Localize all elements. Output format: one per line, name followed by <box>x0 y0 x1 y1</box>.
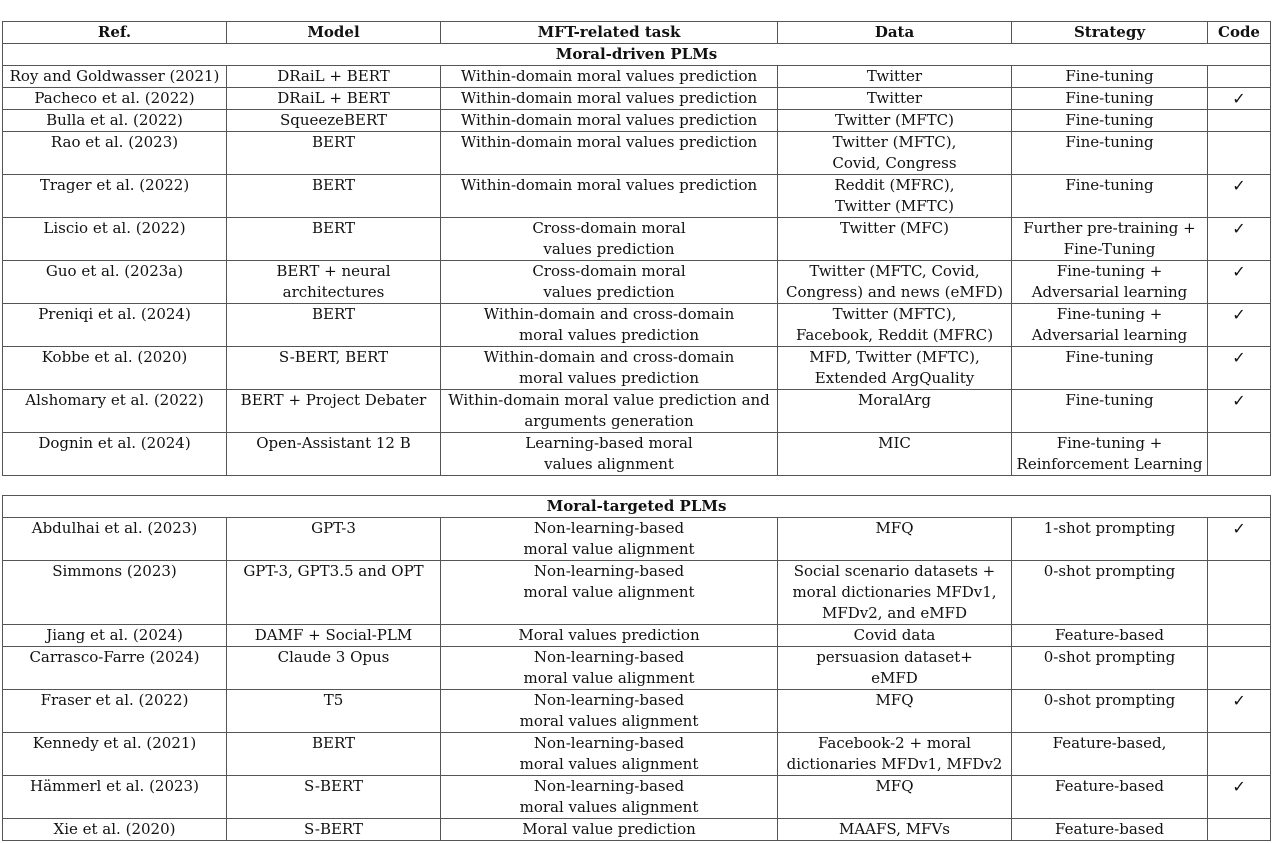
task-line: moral values alignment <box>519 798 699 816</box>
data-line: dictionaries MFDv1, MFDv2 <box>786 755 1003 773</box>
ref-cell: Preniqi et al. (2024) <box>3 304 227 347</box>
table-row <box>3 647 1271 690</box>
data-line: Twitter (MFC) <box>840 219 949 237</box>
model-line: S-BERT <box>304 777 363 795</box>
data-cell <box>778 776 1012 819</box>
checkmark-icon: ✓ <box>1232 691 1246 710</box>
ref-cell: Kobbe et al. (2020) <box>3 347 227 390</box>
strategy-line: Fine-tuning <box>1065 111 1154 129</box>
ref-cell: Bulla et al. (2022) <box>3 110 227 132</box>
model-cell <box>227 819 441 841</box>
task-cell <box>441 819 778 841</box>
ref-cell: Xie et al. (2020) <box>3 819 227 841</box>
strategy-line: Fine-tuning + <box>1056 262 1163 280</box>
strategy-line: Further pre-training + <box>1023 219 1196 237</box>
ref-cell: Dognin et al. (2024) <box>3 433 227 476</box>
data-line: Congress) and news (eMFD) <box>785 283 1004 301</box>
model-line: S-BERT, BERT <box>278 348 389 366</box>
data-line: MoralArg <box>858 391 931 409</box>
strategy-cell <box>1012 304 1208 347</box>
data-line: moral dictionaries MFDv1, <box>792 583 997 601</box>
task-cell <box>441 66 778 88</box>
data-line: Facebook-2 + moral <box>818 734 971 752</box>
checkmark-icon: ✓ <box>1232 305 1246 324</box>
model-cell <box>227 261 441 304</box>
model-line: GPT-3, GPT3.5 and OPT <box>243 562 424 580</box>
task-line: Non-learning-based <box>533 648 685 666</box>
code-cell <box>1208 218 1271 261</box>
model-cell <box>227 647 441 690</box>
model-line: BERT + Project Debater <box>240 391 427 409</box>
table-row <box>3 690 1271 733</box>
table-row <box>3 304 1271 347</box>
strategy-cell <box>1012 561 1208 625</box>
ref-cell: Fraser et al. (2022) <box>3 690 227 733</box>
strategy-cell <box>1012 132 1208 175</box>
task-line: moral value alignment <box>523 583 695 601</box>
model-line: BERT <box>311 133 355 151</box>
data-cell <box>778 819 1012 841</box>
checkmark-icon: ✓ <box>1232 219 1246 238</box>
code-cell <box>1208 132 1271 175</box>
task-line: Non-learning-based <box>533 562 685 580</box>
data-cell <box>778 390 1012 433</box>
task-line: moral values alignment <box>519 755 699 773</box>
data-cell <box>778 66 1012 88</box>
table-row <box>3 433 1271 476</box>
strategy-line: 0-shot prompting <box>1043 691 1176 709</box>
strategy-line: Feature-based <box>1055 626 1164 644</box>
ref-cell: Jiang et al. (2024) <box>3 625 227 647</box>
task-line: moral value alignment <box>523 540 695 558</box>
checkmark-icon: ✓ <box>1232 262 1246 281</box>
data-cell <box>778 518 1012 561</box>
model-cell <box>227 625 441 647</box>
checkmark-icon: ✓ <box>1232 391 1246 410</box>
data-line: MIC <box>878 434 911 452</box>
task-cell <box>441 776 778 819</box>
checkmark-icon: ✓ <box>1232 777 1246 796</box>
model-line: BERT <box>311 305 355 323</box>
strategy-line: Adversarial learning <box>1031 283 1188 301</box>
data-line: MAAFS, MFVs <box>838 820 950 838</box>
checkmark-icon: ✓ <box>1232 176 1246 195</box>
data-line: MFQ <box>875 691 914 709</box>
model-line: DRaiL + BERT <box>277 67 390 85</box>
data-line: Twitter (MFTC) <box>835 111 954 129</box>
ref-cell: Hämmerl et al. (2023) <box>3 776 227 819</box>
strategy-line: Fine-tuning + <box>1056 434 1163 452</box>
task-line: Within-domain moral values prediction <box>460 67 758 85</box>
task-cell <box>441 175 778 218</box>
table-row <box>3 819 1271 841</box>
ref-cell: Abdulhai et al. (2023) <box>3 518 227 561</box>
task-cell <box>441 110 778 132</box>
model-cell <box>227 66 441 88</box>
model-cell <box>227 347 441 390</box>
code-cell <box>1208 390 1271 433</box>
task-line: Within-domain and cross-domain <box>483 305 735 323</box>
strategy-line: Feature-based, <box>1052 734 1167 752</box>
data-cell <box>778 625 1012 647</box>
ref-cell: Carrasco-Farre (2024) <box>3 647 227 690</box>
model-line: BERT <box>311 219 355 237</box>
model-cell <box>227 304 441 347</box>
task-cell <box>441 518 778 561</box>
strategy-cell <box>1012 66 1208 88</box>
strategy-cell <box>1012 690 1208 733</box>
task-cell <box>441 690 778 733</box>
model-line: S-BERT <box>304 820 363 838</box>
table-row <box>3 347 1271 390</box>
table-row <box>3 776 1271 819</box>
model-line: BERT <box>311 176 355 194</box>
task-line: Non-learning-based <box>533 734 685 752</box>
strategy-cell <box>1012 733 1208 776</box>
task-line: values alignment <box>544 455 674 473</box>
ref-cell: Pacheco et al. (2022) <box>3 88 227 110</box>
data-cell <box>778 347 1012 390</box>
data-line: Covid data <box>853 626 936 644</box>
code-cell <box>1208 647 1271 690</box>
strategy-line: Reinforcement Learning <box>1016 455 1203 473</box>
task-line: moral values prediction <box>518 369 700 387</box>
task-line: Non-learning-based <box>533 519 685 537</box>
task-line: arguments generation <box>524 412 694 430</box>
checkmark-icon: ✓ <box>1232 348 1246 367</box>
model-cell <box>227 776 441 819</box>
section-title-row <box>3 496 1271 518</box>
task-cell <box>441 88 778 110</box>
data-line: Covid, Congress <box>832 154 957 172</box>
strategy-cell <box>1012 819 1208 841</box>
data-line: Twitter (MFTC, Covid, <box>809 262 980 280</box>
table-row <box>3 518 1271 561</box>
strategy-line: 0-shot prompting <box>1043 562 1176 580</box>
code-cell <box>1208 304 1271 347</box>
code-cell <box>1208 175 1271 218</box>
data-line: eMFD <box>871 669 918 687</box>
header-task: MFT-related task <box>441 22 778 44</box>
data-line: Facebook, Reddit (MFRC) <box>795 326 994 344</box>
table-row <box>3 733 1271 776</box>
data-line: MFQ <box>875 777 914 795</box>
strategy-line: Fine-tuning <box>1065 391 1154 409</box>
data-cell <box>778 433 1012 476</box>
section-title: Moral-targeted PLMs <box>3 496 1271 518</box>
task-cell <box>441 647 778 690</box>
strategy-cell <box>1012 647 1208 690</box>
model-line: SqueezeBERT <box>279 111 388 129</box>
table-row <box>3 66 1271 88</box>
strategy-line: Adversarial learning <box>1031 326 1188 344</box>
data-line: persuasion dataset+ <box>816 648 973 666</box>
data-cell <box>778 110 1012 132</box>
code-cell <box>1208 776 1271 819</box>
code-cell <box>1208 819 1271 841</box>
strategy-line: Fine-tuning <box>1065 67 1154 85</box>
checkmark-icon: ✓ <box>1232 89 1246 108</box>
table-row <box>3 88 1271 110</box>
data-line: Twitter <box>866 89 923 107</box>
data-line: Extended ArgQuality <box>814 369 975 387</box>
model-line: DAMF + Social-PLM <box>254 626 413 644</box>
model-cell <box>227 132 441 175</box>
model-cell <box>227 175 441 218</box>
code-cell <box>1208 88 1271 110</box>
data-line: Reddit (MFRC), <box>834 176 955 194</box>
code-cell <box>1208 110 1271 132</box>
ref-cell: Guo et al. (2023a) <box>3 261 227 304</box>
strategy-line: Feature-based <box>1055 820 1164 838</box>
header-strategy: Strategy <box>1012 22 1208 44</box>
task-line: Within-domain moral values prediction <box>460 133 758 151</box>
strategy-line: Fine-tuning <box>1065 348 1154 366</box>
code-cell <box>1208 433 1271 476</box>
strategy-cell <box>1012 110 1208 132</box>
strategy-cell <box>1012 776 1208 819</box>
model-cell <box>227 88 441 110</box>
data-cell <box>778 561 1012 625</box>
table-row <box>3 110 1271 132</box>
task-line: values prediction <box>543 283 675 301</box>
data-cell <box>778 733 1012 776</box>
data-cell <box>778 304 1012 347</box>
table-row <box>3 261 1271 304</box>
strategy-cell <box>1012 88 1208 110</box>
model-cell <box>227 390 441 433</box>
strategy-cell <box>1012 175 1208 218</box>
header-model: Model <box>227 22 441 44</box>
data-cell <box>778 218 1012 261</box>
table-header-row <box>3 22 1271 44</box>
data-line: MFDv2, and eMFD <box>822 604 967 622</box>
data-line: Social scenario datasets + <box>793 562 996 580</box>
model-cell <box>227 690 441 733</box>
ref-cell: Alshomary et al. (2022) <box>3 390 227 433</box>
code-cell <box>1208 561 1271 625</box>
task-line: Within-domain moral values prediction <box>460 176 758 194</box>
model-line: T5 <box>323 691 344 709</box>
strategy-line: Fine-Tuning <box>1063 240 1156 258</box>
code-cell <box>1208 261 1271 304</box>
data-cell <box>778 175 1012 218</box>
task-line: Non-learning-based <box>533 691 685 709</box>
model-cell <box>227 218 441 261</box>
task-line: Moral values prediction <box>518 626 700 644</box>
ref-cell: Simmons (2023) <box>3 561 227 625</box>
data-line: Twitter <box>866 67 923 85</box>
section-title-row <box>3 44 1271 66</box>
data-line: Twitter (MFTC), <box>832 133 957 151</box>
strategy-cell <box>1012 625 1208 647</box>
data-cell <box>778 261 1012 304</box>
model-line: architectures <box>282 283 385 301</box>
table-row <box>3 175 1271 218</box>
strategy-line: Fine-tuning <box>1065 176 1154 194</box>
task-line: Within-domain moral values prediction <box>460 89 758 107</box>
task-line: Within-domain moral values prediction <box>460 111 758 129</box>
data-cell <box>778 132 1012 175</box>
code-cell <box>1208 518 1271 561</box>
task-line: Within-domain moral value prediction and <box>448 391 770 409</box>
task-line: Non-learning-based <box>533 777 685 795</box>
data-cell <box>778 88 1012 110</box>
task-line: Moral value prediction <box>522 820 696 838</box>
task-cell <box>441 561 778 625</box>
data-line: Twitter (MFTC), <box>832 305 957 323</box>
model-cell <box>227 110 441 132</box>
task-line: moral value alignment <box>523 669 695 687</box>
task-line: values prediction <box>543 240 675 258</box>
strategy-line: Fine-tuning + <box>1056 305 1163 323</box>
model-line: BERT <box>311 734 355 752</box>
ref-cell: Rao et al. (2023) <box>3 132 227 175</box>
task-line: Learning-based moral <box>525 434 693 452</box>
code-cell <box>1208 625 1271 647</box>
strategy-line: Feature-based <box>1055 777 1164 795</box>
header-ref: Ref. <box>3 22 227 44</box>
strategy-line: 0-shot prompting <box>1043 648 1176 666</box>
table-row <box>3 132 1271 175</box>
model-cell <box>227 733 441 776</box>
code-cell <box>1208 733 1271 776</box>
task-line: moral values prediction <box>518 326 700 344</box>
task-cell <box>441 625 778 647</box>
data-cell <box>778 647 1012 690</box>
ref-cell: Liscio et al. (2022) <box>3 218 227 261</box>
code-cell <box>1208 66 1271 88</box>
strategy-cell <box>1012 347 1208 390</box>
model-line: DRaiL + BERT <box>277 89 390 107</box>
strategy-cell <box>1012 433 1208 476</box>
task-cell <box>441 261 778 304</box>
strategy-cell <box>1012 518 1208 561</box>
model-line: BERT + neural <box>276 262 391 280</box>
strategy-cell <box>1012 390 1208 433</box>
moral-driven-table <box>2 21 1271 476</box>
task-line: Cross-domain moral <box>532 219 686 237</box>
task-cell <box>441 733 778 776</box>
ref-cell: Roy and Goldwasser (2021) <box>3 66 227 88</box>
strategy-cell <box>1012 218 1208 261</box>
strategy-cell <box>1012 261 1208 304</box>
data-line: Twitter (MFTC) <box>835 197 954 215</box>
header-data: Data <box>778 22 1012 44</box>
model-line: GPT-3 <box>311 519 356 537</box>
section-title: Moral-driven PLMs <box>3 44 1271 66</box>
task-cell <box>441 304 778 347</box>
table-row <box>3 390 1271 433</box>
header-code: Code <box>1208 22 1271 44</box>
task-cell <box>441 132 778 175</box>
table-row <box>3 218 1271 261</box>
strategy-line: 1-shot prompting <box>1043 519 1176 537</box>
model-cell <box>227 433 441 476</box>
code-cell <box>1208 690 1271 733</box>
task-line: Within-domain and cross-domain <box>483 348 735 366</box>
ref-cell: Trager et al. (2022) <box>3 175 227 218</box>
task-line: Cross-domain moral <box>532 262 686 280</box>
strategy-line: Fine-tuning <box>1065 89 1154 107</box>
strategy-line: Fine-tuning <box>1065 133 1154 151</box>
model-line: Claude 3 Opus <box>277 648 390 666</box>
task-line: moral values alignment <box>519 712 699 730</box>
model-cell <box>227 561 441 625</box>
data-cell <box>778 690 1012 733</box>
checkmark-icon: ✓ <box>1232 519 1246 538</box>
task-cell <box>441 347 778 390</box>
task-cell <box>441 218 778 261</box>
task-cell <box>441 433 778 476</box>
table-row <box>3 625 1271 647</box>
table-row <box>3 561 1271 625</box>
moral-targeted-table <box>2 495 1271 841</box>
model-line: Open-Assistant 12 B <box>256 434 411 452</box>
code-cell <box>1208 347 1271 390</box>
ref-cell: Kennedy et al. (2021) <box>3 733 227 776</box>
data-line: MFD, Twitter (MFTC), <box>809 348 980 366</box>
model-cell <box>227 518 441 561</box>
task-cell <box>441 390 778 433</box>
data-line: MFQ <box>875 519 914 537</box>
